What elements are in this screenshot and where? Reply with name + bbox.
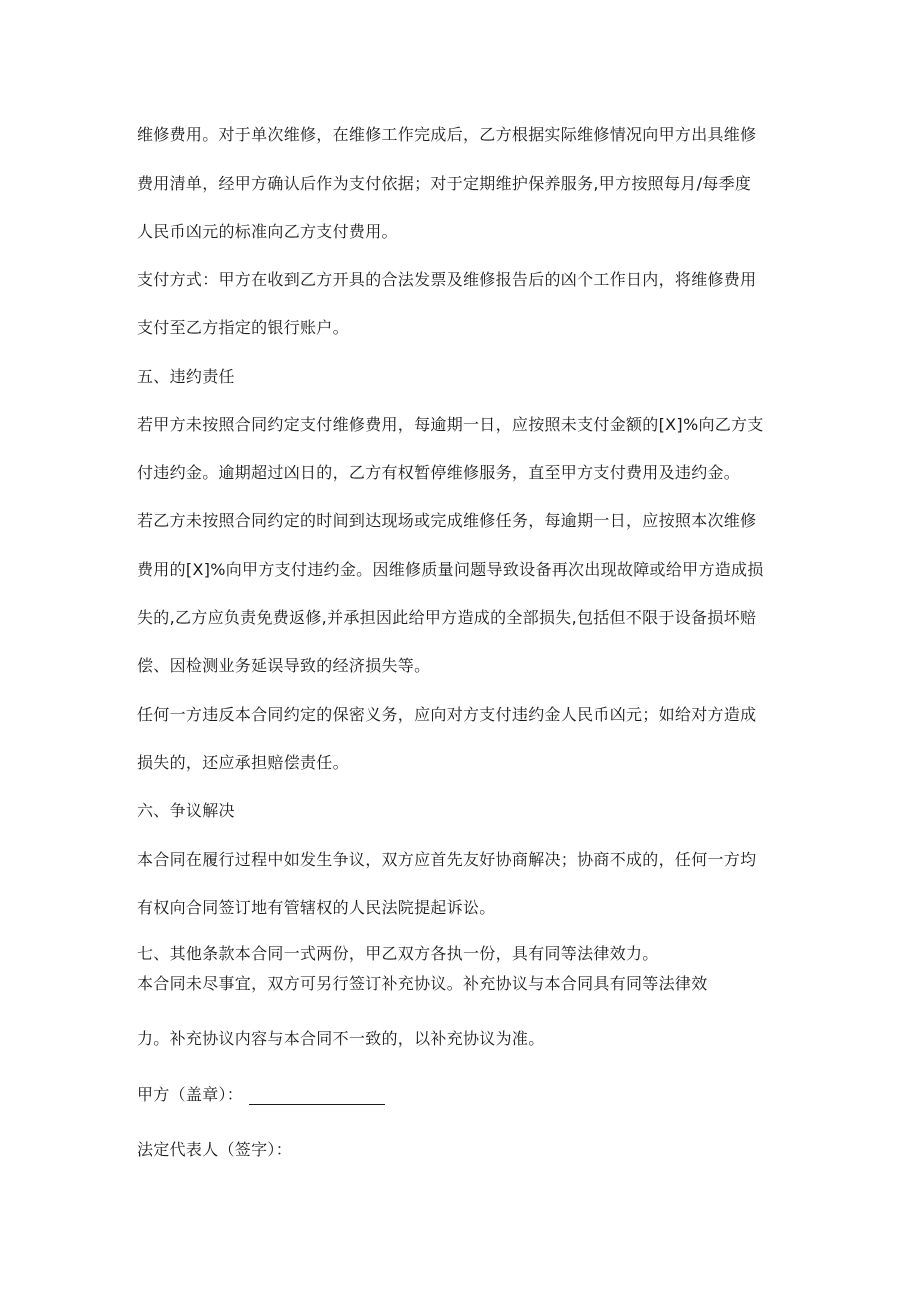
dispute-line-1: 本合同在履行过程中如发生争议，双方应首先友好协商解决；协商不成的，任何一方均 bbox=[137, 850, 757, 869]
breach-b-line-2: 费用的[X]%向甲方支付违约金。因维修质量问题导致设备再次出现故障或给甲方造成损 bbox=[137, 560, 764, 579]
breach-b-line-3: 失的,乙方应负责免费返修,并承担因此给甲方造成的全部损失,包括但不限于设备损坏赔 bbox=[137, 608, 757, 627]
fee-paragraph-line-2: 费用清单，经甲方确认后作为支付依据；对于定期维护保养服务,甲方按照每月/每季度 bbox=[137, 174, 752, 193]
section-6-heading: 六、争议解决 bbox=[137, 801, 235, 820]
fee-paragraph-line-1: 维修费用。对于单次维修，在维修工作完成后，乙方根据实际维修情况向甲方出具维修 bbox=[137, 125, 757, 144]
dispute-line-2: 有权向合同签订地有管辖权的人民法院提起诉讼。 bbox=[137, 898, 496, 917]
breach-c-line-2: 损失的，还应承担赔偿责任。 bbox=[137, 753, 349, 772]
payment-paragraph-line-1: 支付方式：甲方在收到乙方开具的合法发票及维修报告后的凶个工作日内，将维修费用 bbox=[137, 270, 757, 289]
fee-paragraph-line-3: 人民币凶元的标准向乙方支付费用。 bbox=[137, 222, 398, 241]
party-a-seal-label: 甲方（盖章）： bbox=[137, 1085, 244, 1104]
supplement-line-2: 力。补充协议内容与本合同不一致的，以补充协议为准。 bbox=[137, 1029, 545, 1048]
breach-c-line-1: 任何一方违反本合同约定的保密义务，应向对方支付违约金人民币凶元；如给对方造成 bbox=[137, 705, 757, 724]
breach-b-line-1: 若乙方未按照合同约定的时间到达现场或完成维修任务，每逾期一日，应按照本次维修 bbox=[137, 511, 757, 530]
party-a-signature-row bbox=[137, 1085, 385, 1105]
breach-a-line-1: 若甲方未按照合同约定支付维修费用，每逾期一日，应按照未支付金额的[X]%向乙方支 bbox=[137, 415, 764, 434]
breach-b-line-4: 偿、因检测业务延误导致的经济损失等。 bbox=[137, 656, 431, 675]
supplement-line-1: 本合同未尽事宜，双方可另行签订补充协议。补充协议与本合同具有同等法律效 bbox=[137, 974, 708, 993]
section-7-line: 七、其他条款本合同一式两份，甲乙双方各执一份，具有同等法律效力。 bbox=[137, 944, 659, 963]
section-5-heading: 五、违约责任 bbox=[137, 367, 235, 386]
legal-rep-signature-row bbox=[137, 1140, 292, 1160]
party-a-seal-blank[interactable] bbox=[249, 1088, 385, 1105]
breach-a-line-2: 付违约金。逾期超过凶日的，乙方有权暂停维修服务，直至甲方支付费用及违约金。 bbox=[137, 463, 741, 482]
legal-rep-label: 法定代表人（签字）： bbox=[137, 1140, 293, 1159]
payment-paragraph-line-2: 支付至乙方指定的银行账户。 bbox=[137, 318, 349, 337]
